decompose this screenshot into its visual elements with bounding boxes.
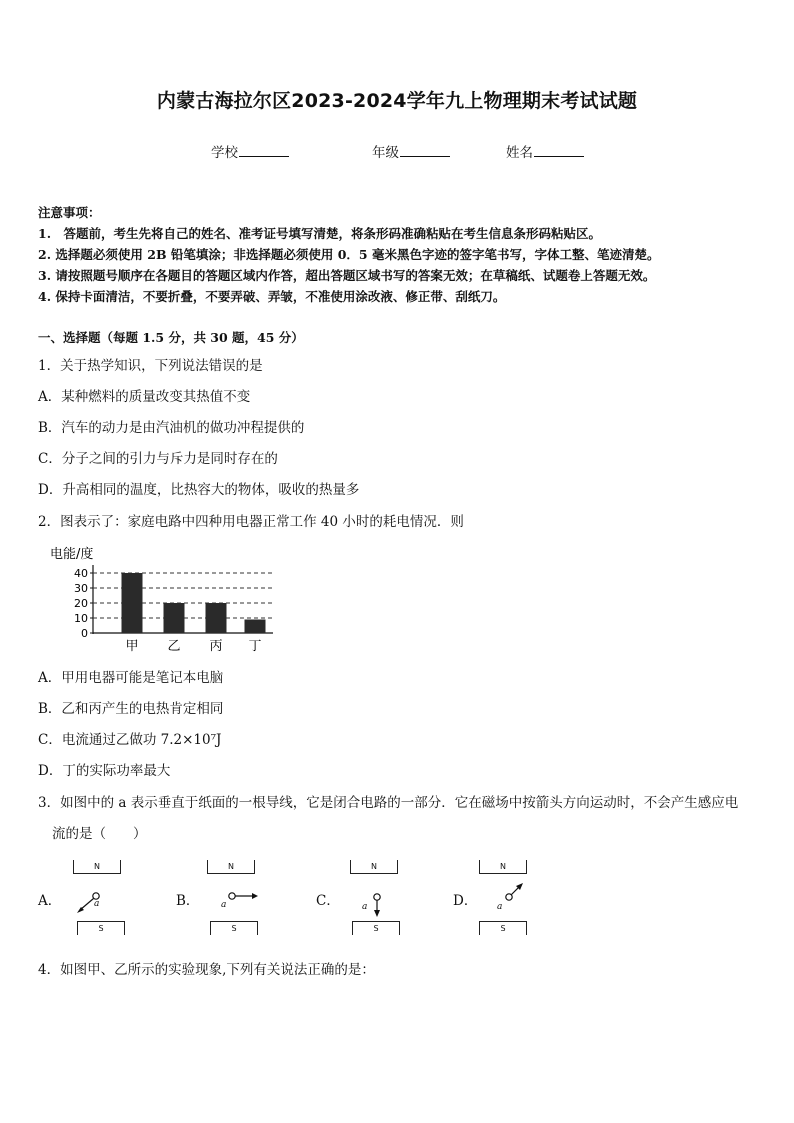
q3-stem-line2: 流的是（ ） (52, 826, 147, 842)
q3-d-wire-label: a (497, 902, 503, 912)
notice-item-4: 4. 保持卡面清洁，不要折叠，不要弄破、弄皱，不准使用涂改液、修正带、刮纸刀。 (38, 289, 506, 304)
chart-ylabel: 电能/度 (50, 547, 94, 562)
q2-stem: 2．图表示了：家庭电路中四种用电器正常工作 40 小时的耗电情况．则 (38, 514, 464, 530)
school-label: 学校 (211, 145, 238, 161)
q2-option-a: A．甲用电器可能是笔记本电脑 (38, 670, 224, 686)
q3-stem-line1: 3．如图中的 a 表示垂直于纸面的一根导线，它是闭合电路的一部分．它在磁场中按箭头方向运动时，不会产生感应电 (38, 795, 739, 811)
chart-ytick-label: 30 (74, 582, 88, 595)
q4-stem: 4．如图甲、乙所示的实验现象,下列有关说法正确的是： (38, 962, 375, 978)
q3-b-wire-arrow (224, 888, 264, 904)
notice-item-2: 2. 选择题必须使用 2B 铅笔填涂；非选择题必须使用 0．5 毫米黑色字迹的签字笔书写，字体工整、笔迹清楚。 (38, 247, 660, 262)
chart-category-label: 甲 (125, 639, 139, 654)
q3-c-north-magnet: N (350, 860, 398, 874)
q1-stem: 1．关于热学知识，下列说法错误的是 (38, 358, 263, 374)
chart-ytick-label: 10 (74, 612, 88, 625)
q3-option-c-label: C． (316, 893, 340, 909)
chart-category-label: 丁 (248, 639, 262, 654)
q3-d-north-magnet: N (479, 860, 527, 874)
q3-option-b-label: B． (176, 893, 200, 909)
q3-b-wire-label: a (221, 900, 227, 910)
chart-ytick-label: 40 (74, 567, 88, 580)
q2-option-d: D．丁的实际功率最大 (38, 763, 171, 779)
chart-ytick-label: 0 (81, 627, 88, 640)
q3-option-a-label: A． (38, 893, 62, 909)
q3-a-wire-arrow (72, 888, 112, 918)
chart-bar (206, 603, 227, 633)
q3-b-north-magnet: N (207, 860, 255, 874)
q3-a-wire-label: a (94, 899, 100, 909)
notice-item-1: 1. 答题前，考生先将自己的姓名、准考证号填写清楚，将条形码准确粘贴在考生信息条形码粘贴区。 (38, 226, 602, 241)
school-blank (239, 144, 289, 157)
q1-option-a: A．某种燃料的质量改变其热值不变 (38, 389, 251, 405)
grade-label: 年级 (372, 145, 399, 161)
q3-a-south-magnet: S (77, 921, 125, 935)
name-label: 姓名 (506, 145, 533, 161)
q1-option-b: B．汽车的动力是由汽油机的做功冲程提供的 (38, 420, 305, 436)
q2-option-c: C．电流通过乙做功 7.2×10⁷J (38, 732, 222, 748)
page-title: 内蒙古海拉尔区2023-2024学年九上物理期末考试试题 (156, 90, 638, 112)
name-field (506, 141, 584, 161)
name-blank (534, 144, 584, 157)
q2-option-b: B．乙和丙产生的电热肯定相同 (38, 701, 224, 717)
q3-a-north-magnet: N (73, 860, 121, 874)
section-heading: 一、选择题（每题 1.5 分，共 30 题，45 分） (38, 330, 304, 345)
chart-category-label: 乙 (167, 639, 181, 654)
q1-option-c: C．分子之间的引力与斥力是同时存在的 (38, 451, 278, 467)
q3-d-wire-arrow (500, 880, 528, 906)
notice-item-3: 3. 请按照题号顺序在各题目的答题区域内作答，超出答题区域书写的答案无效；在草稿纸、试题卷上答题无效。 (38, 268, 656, 283)
grade-blank (400, 144, 450, 157)
q3-option-d-label: D． (453, 893, 478, 909)
chart-bar (245, 620, 266, 634)
school-field (211, 141, 289, 161)
chart-category-label: 丙 (209, 639, 223, 654)
chart-ytick-label: 20 (74, 597, 88, 610)
q3-c-wire-label: a (362, 902, 368, 912)
energy-bar-chart (40, 540, 290, 660)
q1-option-d: D．升高相同的温度，比热容大的物体，吸收的热量多 (38, 482, 360, 498)
chart-bar (164, 603, 185, 633)
grade-field (372, 141, 450, 161)
q3-d-south-magnet: S (479, 921, 527, 935)
q3-b-south-magnet: S (210, 921, 258, 935)
q3-c-south-magnet: S (352, 921, 400, 935)
q3-c-wire-arrow (368, 892, 386, 920)
notice-heading: 注意事项： (38, 205, 101, 220)
chart-bar (122, 573, 143, 633)
